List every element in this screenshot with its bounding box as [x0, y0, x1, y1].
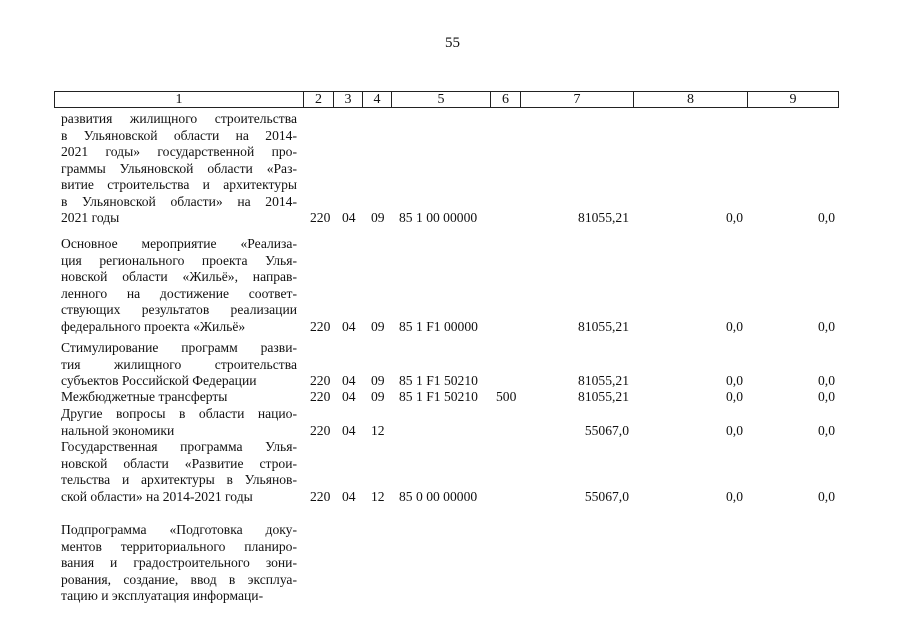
cell-c8: 0,0: [726, 318, 743, 334]
description-line: Государственная программа Улья-: [61, 439, 297, 454]
cell-c4: 09: [371, 389, 385, 404]
description-line: в Ульяновской области на 2014-: [61, 127, 297, 143]
cell-c9: 0,0: [818, 210, 835, 225]
cell-c8: 0,0: [726, 422, 743, 438]
cell-c5: 85 0 00 00000: [399, 488, 478, 504]
cell-c2: 220: [310, 422, 331, 438]
description-line: ской области» на 2014-2021 годы: [61, 488, 253, 504]
row-description: [61, 406, 297, 439]
cell-c7: 81055,21: [578, 373, 629, 388]
description-line: в Ульяновской области» на 2014-: [61, 193, 297, 209]
cell-c2: 220: [310, 389, 331, 404]
cell-c4: 09: [371, 373, 385, 388]
description-line: нальной экономики: [61, 422, 175, 438]
description-line: ция регионального проекта Улья-: [61, 252, 297, 268]
description-line: 2021 годы: [61, 210, 120, 225]
cell-c8: 0,0: [726, 488, 743, 504]
cell-c2: 220: [310, 210, 331, 225]
row-description: [61, 340, 297, 390]
page-number: 55: [445, 35, 460, 51]
description-line: федерального проекта «Жильё»: [61, 318, 246, 334]
description-line: ментов территориального планиро-: [61, 538, 297, 554]
cell-c8: 0,0: [726, 389, 743, 404]
description-line: вания и градостроительного зони-: [61, 555, 297, 570]
description-line: 2021 годы» государственной про-: [61, 144, 297, 159]
row-description: [61, 111, 297, 227]
cell-c3: 04: [342, 210, 356, 225]
cell-c3: 04: [342, 318, 356, 334]
cell-c2: 220: [310, 318, 331, 334]
description-line: Стимулирование программ разви-: [61, 340, 297, 355]
cell-c5: 85 1 00 00000: [399, 210, 478, 225]
cell-c3: 04: [342, 373, 356, 388]
description-line: витие строительства и архитектуры: [61, 177, 297, 192]
cell-c7: 81055,21: [578, 318, 629, 334]
header-col-6: 6: [491, 91, 521, 108]
description-line: тия жилищного строительства: [61, 356, 297, 372]
cell-c8: 0,0: [726, 210, 743, 225]
cell-c3: 04: [342, 488, 356, 504]
cell-c4: 09: [371, 318, 385, 334]
description-line: развития жилищного строительства: [61, 111, 297, 126]
cell-c8: 0,0: [726, 373, 743, 388]
header-col-9: 9: [748, 91, 839, 108]
header-col-4: 4: [363, 91, 392, 108]
header-col-7: 7: [521, 91, 634, 108]
row-description: [61, 522, 297, 605]
header-col-2: 2: [304, 91, 334, 108]
description-line: новской области «Развитие строи-: [61, 455, 297, 471]
header-col-1: 1: [54, 91, 304, 108]
header-col-5: 5: [392, 91, 491, 108]
description-line: рования, создание, ввод в эксплуа-: [61, 571, 297, 587]
cell-c4: 12: [371, 422, 385, 438]
description-line: субъектов Российской Федерации: [61, 373, 257, 388]
header-col-8: 8: [634, 91, 748, 108]
description-line: граммы Ульяновской области «Раз-: [61, 160, 297, 176]
header-col-3: 3: [334, 91, 363, 108]
description-line: ленного на достижение соответ-: [61, 285, 297, 301]
cell-c6: 500: [496, 389, 517, 404]
description-line: ствующих результатов реализации: [61, 302, 297, 317]
cell-c2: 220: [310, 373, 331, 388]
description-line: тельства и архитектуры в Ульянов-: [61, 472, 297, 487]
row-description: [61, 389, 297, 406]
cell-c7: 55067,0: [584, 488, 629, 504]
cell-c2: 220: [310, 488, 331, 504]
cell-c7: 81055,21: [578, 210, 629, 225]
cell-c5: 85 1 F1 50210: [399, 389, 478, 404]
description-line: тацию и эксплуатация информаци-: [61, 588, 264, 603]
description-line: новской области «Жильё», направ-: [61, 269, 297, 284]
cell-c9: 0,0: [818, 318, 835, 334]
description-line: Другие вопросы в области нацио-: [61, 406, 297, 421]
cell-c3: 04: [342, 389, 356, 404]
cell-c9: 0,0: [818, 373, 835, 388]
description-line: Межбюджетные трансферты: [61, 389, 228, 404]
cell-c4: 09: [371, 210, 385, 225]
cell-c7: 81055,21: [578, 389, 629, 404]
cell-c5: 85 1 F1 50210: [399, 373, 478, 388]
row-description: [61, 236, 297, 335]
cell-c4: 12: [371, 488, 385, 504]
cell-c9: 0,0: [818, 389, 835, 404]
description-line: Подпрограмма «Подготовка доку-: [61, 522, 297, 537]
description-line: Основное мероприятие «Реализа-: [61, 236, 297, 251]
row-description: [61, 439, 297, 505]
cell-c5: 85 1 F1 00000: [399, 318, 478, 334]
cell-c9: 0,0: [818, 488, 835, 504]
cell-c3: 04: [342, 422, 356, 438]
cell-c9: 0,0: [818, 422, 835, 438]
cell-c7: 55067,0: [584, 422, 629, 438]
